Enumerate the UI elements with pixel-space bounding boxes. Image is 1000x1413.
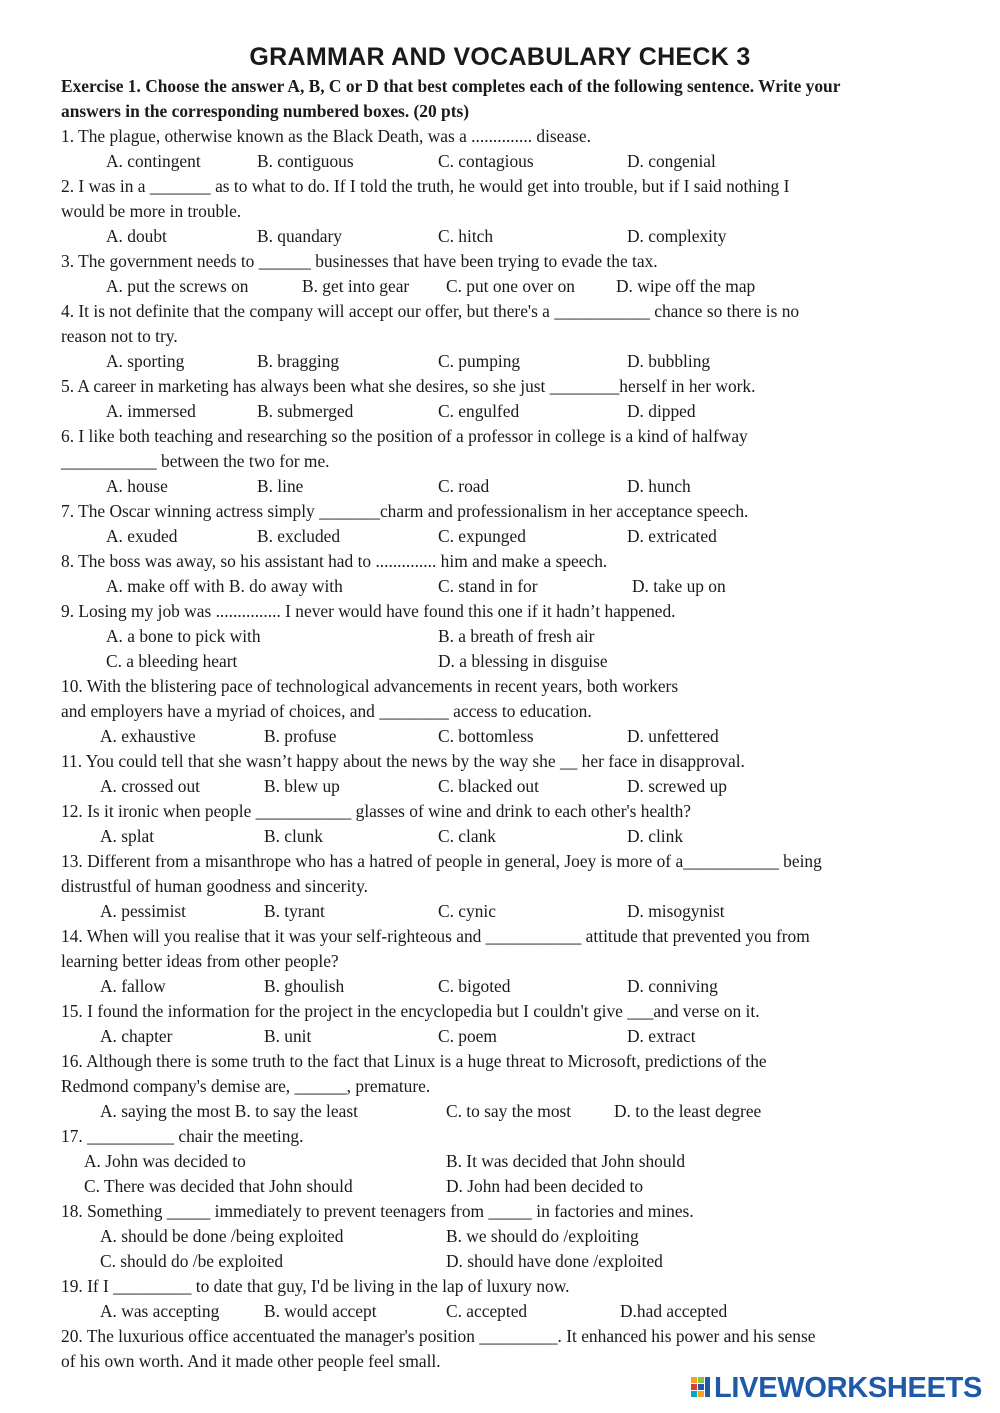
question-11-option-d: D. screwed up <box>627 776 727 796</box>
question-6-option-b: B. line <box>257 476 304 496</box>
question-15-option-b: B. unit <box>264 1026 312 1046</box>
question-4-option-c: C. pumping <box>438 351 521 371</box>
question-19-text: 19. If I _________ to date that guy, I'd be living in the lap of luxury now. <box>61 1276 570 1296</box>
question-18-option-c: C. should do /be exploited <box>100 1251 284 1271</box>
question-19-option-a: A. was accepting <box>100 1301 220 1321</box>
question-11-option-a: A. crossed out <box>100 776 200 796</box>
question-12-text: 12. Is it ironic when people ___________ glasses of wine and drink to each other's health? <box>61 801 692 821</box>
question-2-option-b: B. quandary <box>257 226 343 246</box>
question-13-text: 13. Different from a misanthrope who has a hatred of people in general, Joey is more of a___________ being <box>61 851 822 871</box>
question-7-option-c: C. expunged <box>438 526 526 546</box>
question-5-option-c: C. engulfed <box>438 401 520 421</box>
question-8-option-c: C. stand in for <box>438 576 538 596</box>
question-3-option-d: D. wipe off the map <box>616 276 756 296</box>
question-10-option-c: C. bottomless <box>438 726 534 746</box>
question-18-option-b: B. we should do /exploiting <box>446 1226 639 1246</box>
question-4-option-b: B. bragging <box>257 351 340 371</box>
exercise-instruction-line-2: answers in the corresponding numbered boxes. (20 pts) <box>61 101 470 121</box>
question-2-text: 2. I was in a _______ as to what to do. If I told the truth, he would get into trouble, but if I said nothing I <box>61 176 790 196</box>
question-13-option-d: D. misogynist <box>627 901 725 921</box>
question-12-option-b: B. clunk <box>264 826 323 846</box>
question-5-text: 5. A career in marketing has always been what she desires, so she just ________herself in her work. <box>61 376 756 396</box>
question-16-text-cont: Redmond company's demise are, ______, premature. <box>61 1076 431 1096</box>
question-2-option-a: A. doubt <box>106 226 167 246</box>
question-12-option-c: C. clank <box>438 826 496 846</box>
question-17-option-d: D. John had been decided to <box>446 1176 644 1196</box>
question-7-option-a: A. exuded <box>106 526 178 546</box>
question-14-option-c: C. bigoted <box>438 976 511 996</box>
question-18-option-d: D. should have done /exploited <box>446 1251 663 1271</box>
question-20-text-cont: of his own worth. And it made other people feel small. <box>61 1351 441 1371</box>
question-16-option-ab: A. saying the most B. to say the least <box>100 1101 358 1121</box>
question-10-option-a: A. exhaustive <box>100 726 196 746</box>
question-15-option-c: C. poem <box>438 1026 497 1046</box>
question-8-option-d: D. take up on <box>632 576 726 596</box>
question-2-option-d: D. complexity <box>627 226 727 246</box>
question-6-option-d: D. hunch <box>627 476 691 496</box>
question-16-option-d: D. to the least degree <box>614 1101 762 1121</box>
question-9-text: 9. Losing my job was ............... I never would have found this one if it hadn’t happened. <box>61 601 676 621</box>
question-13-option-c: C. cynic <box>438 901 496 921</box>
question-2-option-c: C. hitch <box>438 226 494 246</box>
question-1-option-c: C. contagious <box>438 151 534 171</box>
question-11-option-b: B. blew up <box>264 776 340 796</box>
question-17-text: 17. __________ chair the meeting. <box>61 1126 304 1146</box>
question-8-text: 8. The boss was away, so his assistant had to .............. him and make a speech. <box>61 551 608 571</box>
question-20-text: 20. The luxurious office accentuated the manager's position _________. It enhanced his power and his sense <box>61 1326 816 1346</box>
question-2-text-cont: would be more in trouble. <box>61 201 242 221</box>
question-19-option-b: B. would accept <box>264 1301 377 1321</box>
question-1-option-b: B. contiguous <box>257 151 354 171</box>
question-16-option-c: C. to say the most <box>446 1101 572 1121</box>
liveworksheets-logo[interactable] <box>690 1372 990 1404</box>
question-3-option-b: B. get into gear <box>302 276 410 296</box>
question-18-text: 18. Something _____ immediately to prevent teenagers from _____ in factories and mines. <box>61 1201 694 1221</box>
question-6-option-a: A. house <box>106 476 168 496</box>
question-15-option-a: A. chapter <box>100 1026 173 1046</box>
question-16-text: 16. Although there is some truth to the fact that Linux is a huge threat to Microsoft, predictions of the <box>61 1051 767 1071</box>
liveworksheets-logo-text: LIVEWORKSHEETS <box>714 1372 983 1404</box>
question-10-text-cont: and employers have a myriad of choices, and ________ access to education. <box>61 701 592 721</box>
question-9-option-c: C. a bleeding heart <box>106 651 238 671</box>
question-10-option-b: B. profuse <box>264 726 337 746</box>
question-12-option-a: A. splat <box>100 826 155 846</box>
question-6-option-c: C. road <box>438 476 490 496</box>
question-17-option-b: B. It was decided that John should <box>446 1151 686 1171</box>
question-19-option-c: C. accepted <box>446 1301 528 1321</box>
question-7-option-b: B. excluded <box>257 526 341 546</box>
question-18-option-a: A. should be done /being exploited <box>100 1226 344 1246</box>
question-1-text: 1. The plague, otherwise known as the Black Death, was a .............. disease. <box>61 126 591 146</box>
question-4-text: 4. It is not definite that the company will accept our offer, but there's a ___________ chance so there is no <box>61 301 800 321</box>
question-12-option-d: D. clink <box>627 826 684 846</box>
question-7-option-d: D. extricated <box>627 526 717 546</box>
question-4-option-a: A. sporting <box>106 351 185 371</box>
question-15-text: 15. I found the information for the project in the encyclopedia but I couldn't give ___and verse on it. <box>61 1001 760 1021</box>
question-11-option-c: C. blacked out <box>438 776 539 796</box>
question-14-text-cont: learning better ideas from other people? <box>61 951 339 971</box>
question-14-option-d: D. conniving <box>627 976 718 996</box>
question-9-option-b: B. a breath of fresh air <box>438 626 595 646</box>
question-3-option-a: A. put the screws on <box>106 276 249 296</box>
page-title: GRAMMAR AND VOCABULARY CHECK 3 <box>249 43 751 71</box>
question-5-option-b: B. submerged <box>257 401 354 421</box>
question-1-option-a: A. contingent <box>106 151 201 171</box>
question-14-option-a: A. fallow <box>100 976 166 996</box>
question-14-text: 14. When will you realise that it was your self-righteous and ___________ attitude that prevented you from <box>61 926 810 946</box>
exercise-instruction-line-1: Exercise 1. Choose the answer A, B, C or D that best completes each of the following sentence. Write your <box>61 76 841 96</box>
question-19-option-d: D.had accepted <box>620 1301 728 1321</box>
question-4-text-cont: reason not to try. <box>61 326 178 346</box>
question-6-text: 6. I like both teaching and researching so the position of a professor in college is a kind of halfway <box>61 426 748 446</box>
question-14-option-b: B. ghoulish <box>264 976 345 996</box>
question-13-option-a: A. pessimist <box>100 901 186 921</box>
question-5-option-a: A. immersed <box>106 401 196 421</box>
question-17-option-c: C. There was decided that John should <box>84 1176 353 1196</box>
question-8-option-ab: A. make off with B. do away with <box>106 576 343 596</box>
question-3-text: 3. The government needs to ______ businesses that have been trying to evade the tax. <box>61 251 658 271</box>
question-15-option-d: D. extract <box>627 1026 696 1046</box>
question-9-option-a: A. a bone to pick with <box>106 626 261 646</box>
question-1-option-d: D. congenial <box>627 151 716 171</box>
question-7-text: 7. The Oscar winning actress simply _______charm and professionalism in her acceptance speech. <box>61 501 749 521</box>
liveworksheets-logo-icon <box>690 1375 712 1401</box>
question-10-option-d: D. unfettered <box>627 726 719 746</box>
question-6-text-cont: ___________ between the two for me. <box>61 451 330 471</box>
question-13-option-b: B. tyrant <box>264 901 325 921</box>
question-11-text: 11. You could tell that she wasn’t happy about the news by the way she __ her face in disapproval. <box>61 751 745 771</box>
question-17-option-a: A. John was decided to <box>84 1151 246 1171</box>
question-13-text-cont: distrustful of human goodness and sincerity. <box>61 876 369 896</box>
question-3-option-c: C. put one over on <box>446 276 575 296</box>
question-4-option-d: D. bubbling <box>627 351 711 371</box>
question-9-option-d: D. a blessing in disguise <box>438 651 608 671</box>
question-5-option-d: D. dipped <box>627 401 696 421</box>
question-10-text: 10. With the blistering pace of technological advancements in recent years, both workers <box>61 676 679 696</box>
